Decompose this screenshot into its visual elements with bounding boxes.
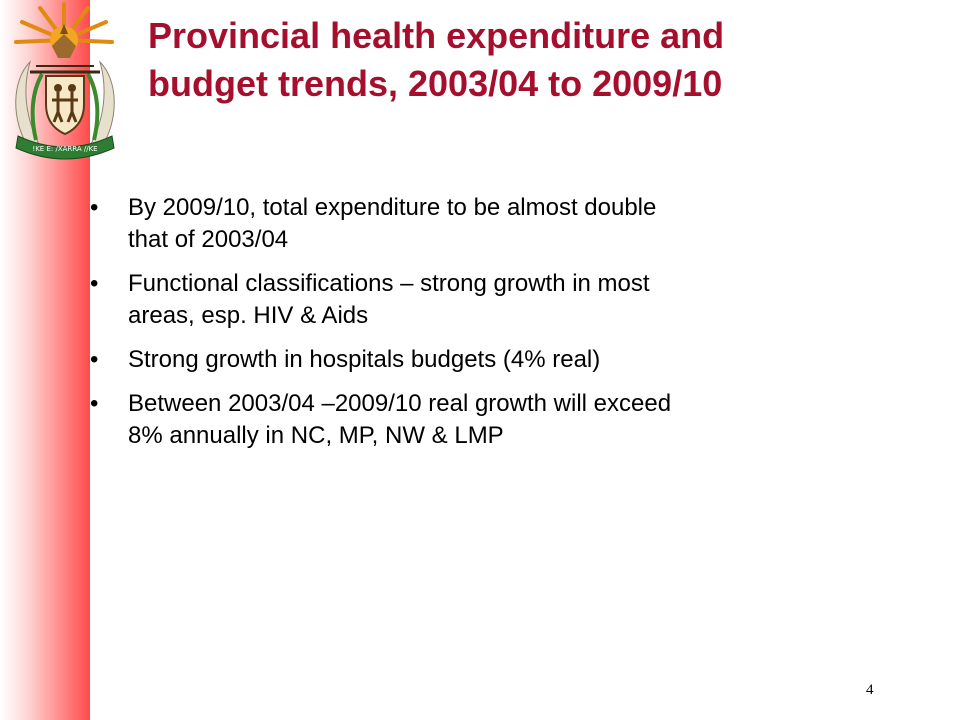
bullet-2-line-2: areas, esp. HIV & Aids [128,302,369,329]
bullet-item-1 [90,192,870,256]
bullet-marker-3: • [90,346,99,373]
slide-title [148,12,908,108]
bullet-4-line-2: 8% annually in NC, MP, NW & LMP [128,422,504,449]
coat-of-arms-logo [0,0,130,160]
bullet-item-2 [90,268,870,332]
bullet-4-line-1: Between 2003/04 –2009/10 real growth will exceed [128,390,672,417]
page-number: 4 [866,682,874,698]
title-line-1: Provincial health expenditure and [148,15,725,56]
bullet-2-line-1: Functional classifications – strong growth in most [128,270,650,297]
bullet-marker-1: • [90,194,99,221]
bullet-list [90,192,870,464]
bullet-1-line-1: By 2009/10, total expenditure to be almost double [128,194,657,221]
title-line-2: budget trends, 2003/04 to 2009/10 [148,63,723,104]
bullet-marker-2: • [90,270,99,297]
bullet-item-4 [90,388,870,452]
bullet-marker-4: • [90,390,99,417]
bullet-1-line-2: that of 2003/04 [128,226,289,253]
bullet-3-line-1: Strong growth in hospitals budgets (4% real) [128,346,601,373]
bullet-item-3 [90,344,870,376]
logo-motto: !KE E: /XARRA //KE [32,145,98,153]
